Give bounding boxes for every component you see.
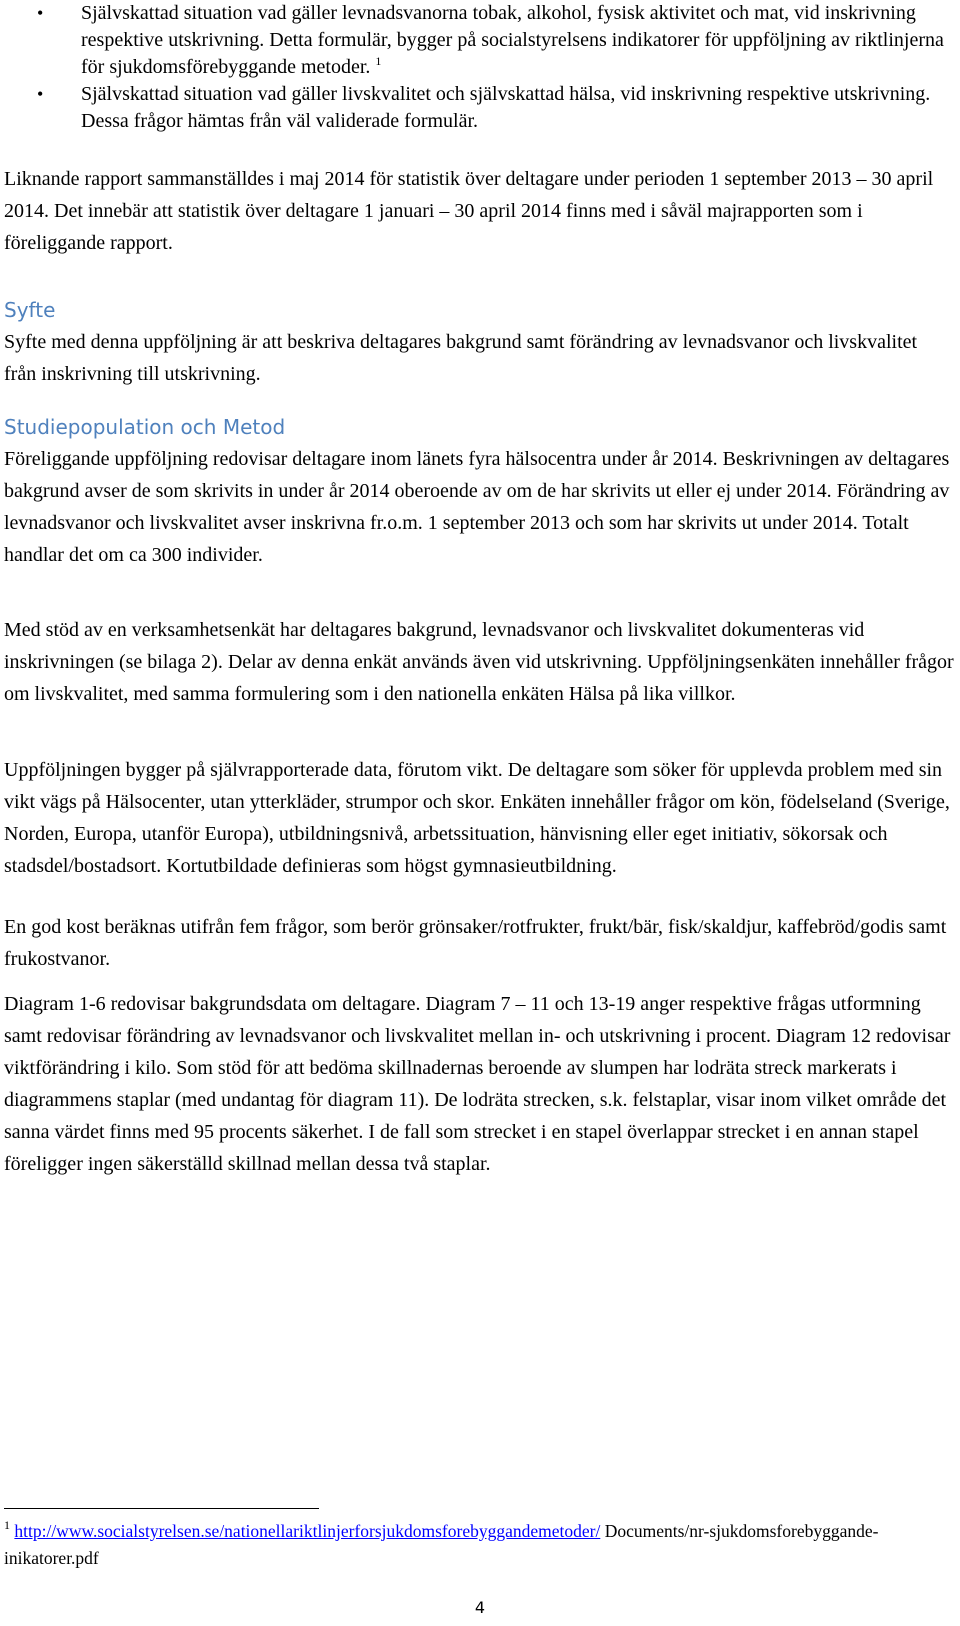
syfte-paragraph: Syfte med denna uppföljning är att beskriva deltagares bakgrund samt förändring av levnadsvanor och livskvalitet från inskrivning till utskrivning.: [4, 331, 918, 385]
page-number: 4: [474, 1598, 486, 1617]
bullet-item: [0, 0, 951, 81]
metod-paragraph: Föreliggande uppföljning redovisar deltagare inom länets fyra hälsocentra under år 2014. Beskrivningen av deltagares bakgrund avser de som skrivits in under år 2014 oberoende av om de har skrivits ut eller ej under 2014. Förändring av levnadsvanor och livskvalitet avser inskrivna fr.o.m. 1 september 2013 och som har skrivits ut under 2014. Totalt handlar det om ca 300 individer.: [4, 448, 950, 566]
footnote: [4, 1518, 944, 1572]
heading-studiepopulation-metod: Studiepopulation och Metod: [4, 415, 286, 439]
metod-paragraph: Uppföljningen bygger på självrapporterade data, förutom vikt. De deltagare som söker för upplevda problem med sin vikt vägs på Hälsocenter, utan ytterkläder, strumpor och skor. Enkäten innehåller frågor om kön, födelseland (Sverige, Norden, Europa, utanför Europa), utbildningsnivå, arbetssituation, hänvisning eller eget initiativ, sökorsak och stadsdel/bostadsort. Kortutbildade definieras som högst gymnasieutbildning.: [4, 759, 950, 877]
heading-syfte: Syfte: [4, 298, 56, 322]
intro-paragraph: Liknande rapport sammanställdes i maj 2014 för statistik över deltagare under perioden 1 september 2013 – 30 april 2014. Det innebär att statistik över deltagare 1 januari – 30 april 2014 finns med i såväl majrapporten som i föreliggande rapport.: [4, 168, 934, 254]
footnote-text: Documents/nr-sjukdomsforebyggande-inikatorer.pdf: [4, 1521, 879, 1568]
bullet-text: Självskattad situation vad gäller livskvalitet och självskattad hälsa, vid inskrivning respektive utskrivning. Dessa frågor hämtas från väl validerade formulär.: [81, 83, 931, 132]
metod-paragraph: En god kost beräknas utifrån fem frågor, som berör grönsaker/rotfrukter, frukt/bär, fisk/skaldjur, kaffebröd/godis samt frukostvanor.: [4, 916, 947, 970]
metod-paragraph: Med stöd av en verksamhetsenkät har deltagares bakgrund, levnadsvanor och livskvalitet dokumenteras vid inskrivningen (se bilaga 2). Delar av denna enkät används även vid utskrivning. Uppföljningsenkäten innehåller frågor om livskvalitet, med samma formulering som i den nationella enkäten Hälsa på lika villkor.: [4, 619, 954, 705]
footnote-link[interactable]: http://www.socialstyrelsen.se/nationellariktlinjerforsjukdomsforebyggandemetoder/: [14, 1521, 601, 1541]
footnote-number: 1: [4, 1518, 10, 1532]
footnote-reference[interactable]: 1: [375, 54, 382, 68]
metod-paragraph: Diagram 1-6 redovisar bakgrundsdata om deltagare. Diagram 7 – 11 och 13-19 anger respektive frågas utformning samt redovisar förändring av levnadsvanor och livskvalitet mellan in- och utskrivning i procent. Diagram 12 redovisar viktförändring i kilo. Som stöd för att bedöma skillnadernas beroende av slumpen har lodräta streck markerats i diagrammens staplar (med undantag för diagram 11). De lodräta strecken, s.k. felstaplar, visar inom vilket område det sanna värdet finns med 95 procents säkerhet. I de fall som strecket i en stapel överlappar strecket i en annan stapel föreligger ingen säkerställd skillnad mellan dessa två staplar.: [4, 993, 951, 1175]
bullet-icon: •: [37, 3, 44, 23]
bullet-item: [0, 81, 951, 135]
bullet-text: Självskattad situation vad gäller levnadsvanorna tobak, alkohol, fysisk aktivitet och mat, vid inskrivning respektive utskrivning. Detta formulär, bygger på socialstyrelsens indikatorer för uppföljning av riktlinjerna för sjukdomsförebyggande metoder.: [81, 2, 944, 78]
footnote-divider: [4, 1508, 319, 1509]
bullet-list: [0, 0, 950, 135]
bullet-icon: •: [37, 84, 44, 104]
